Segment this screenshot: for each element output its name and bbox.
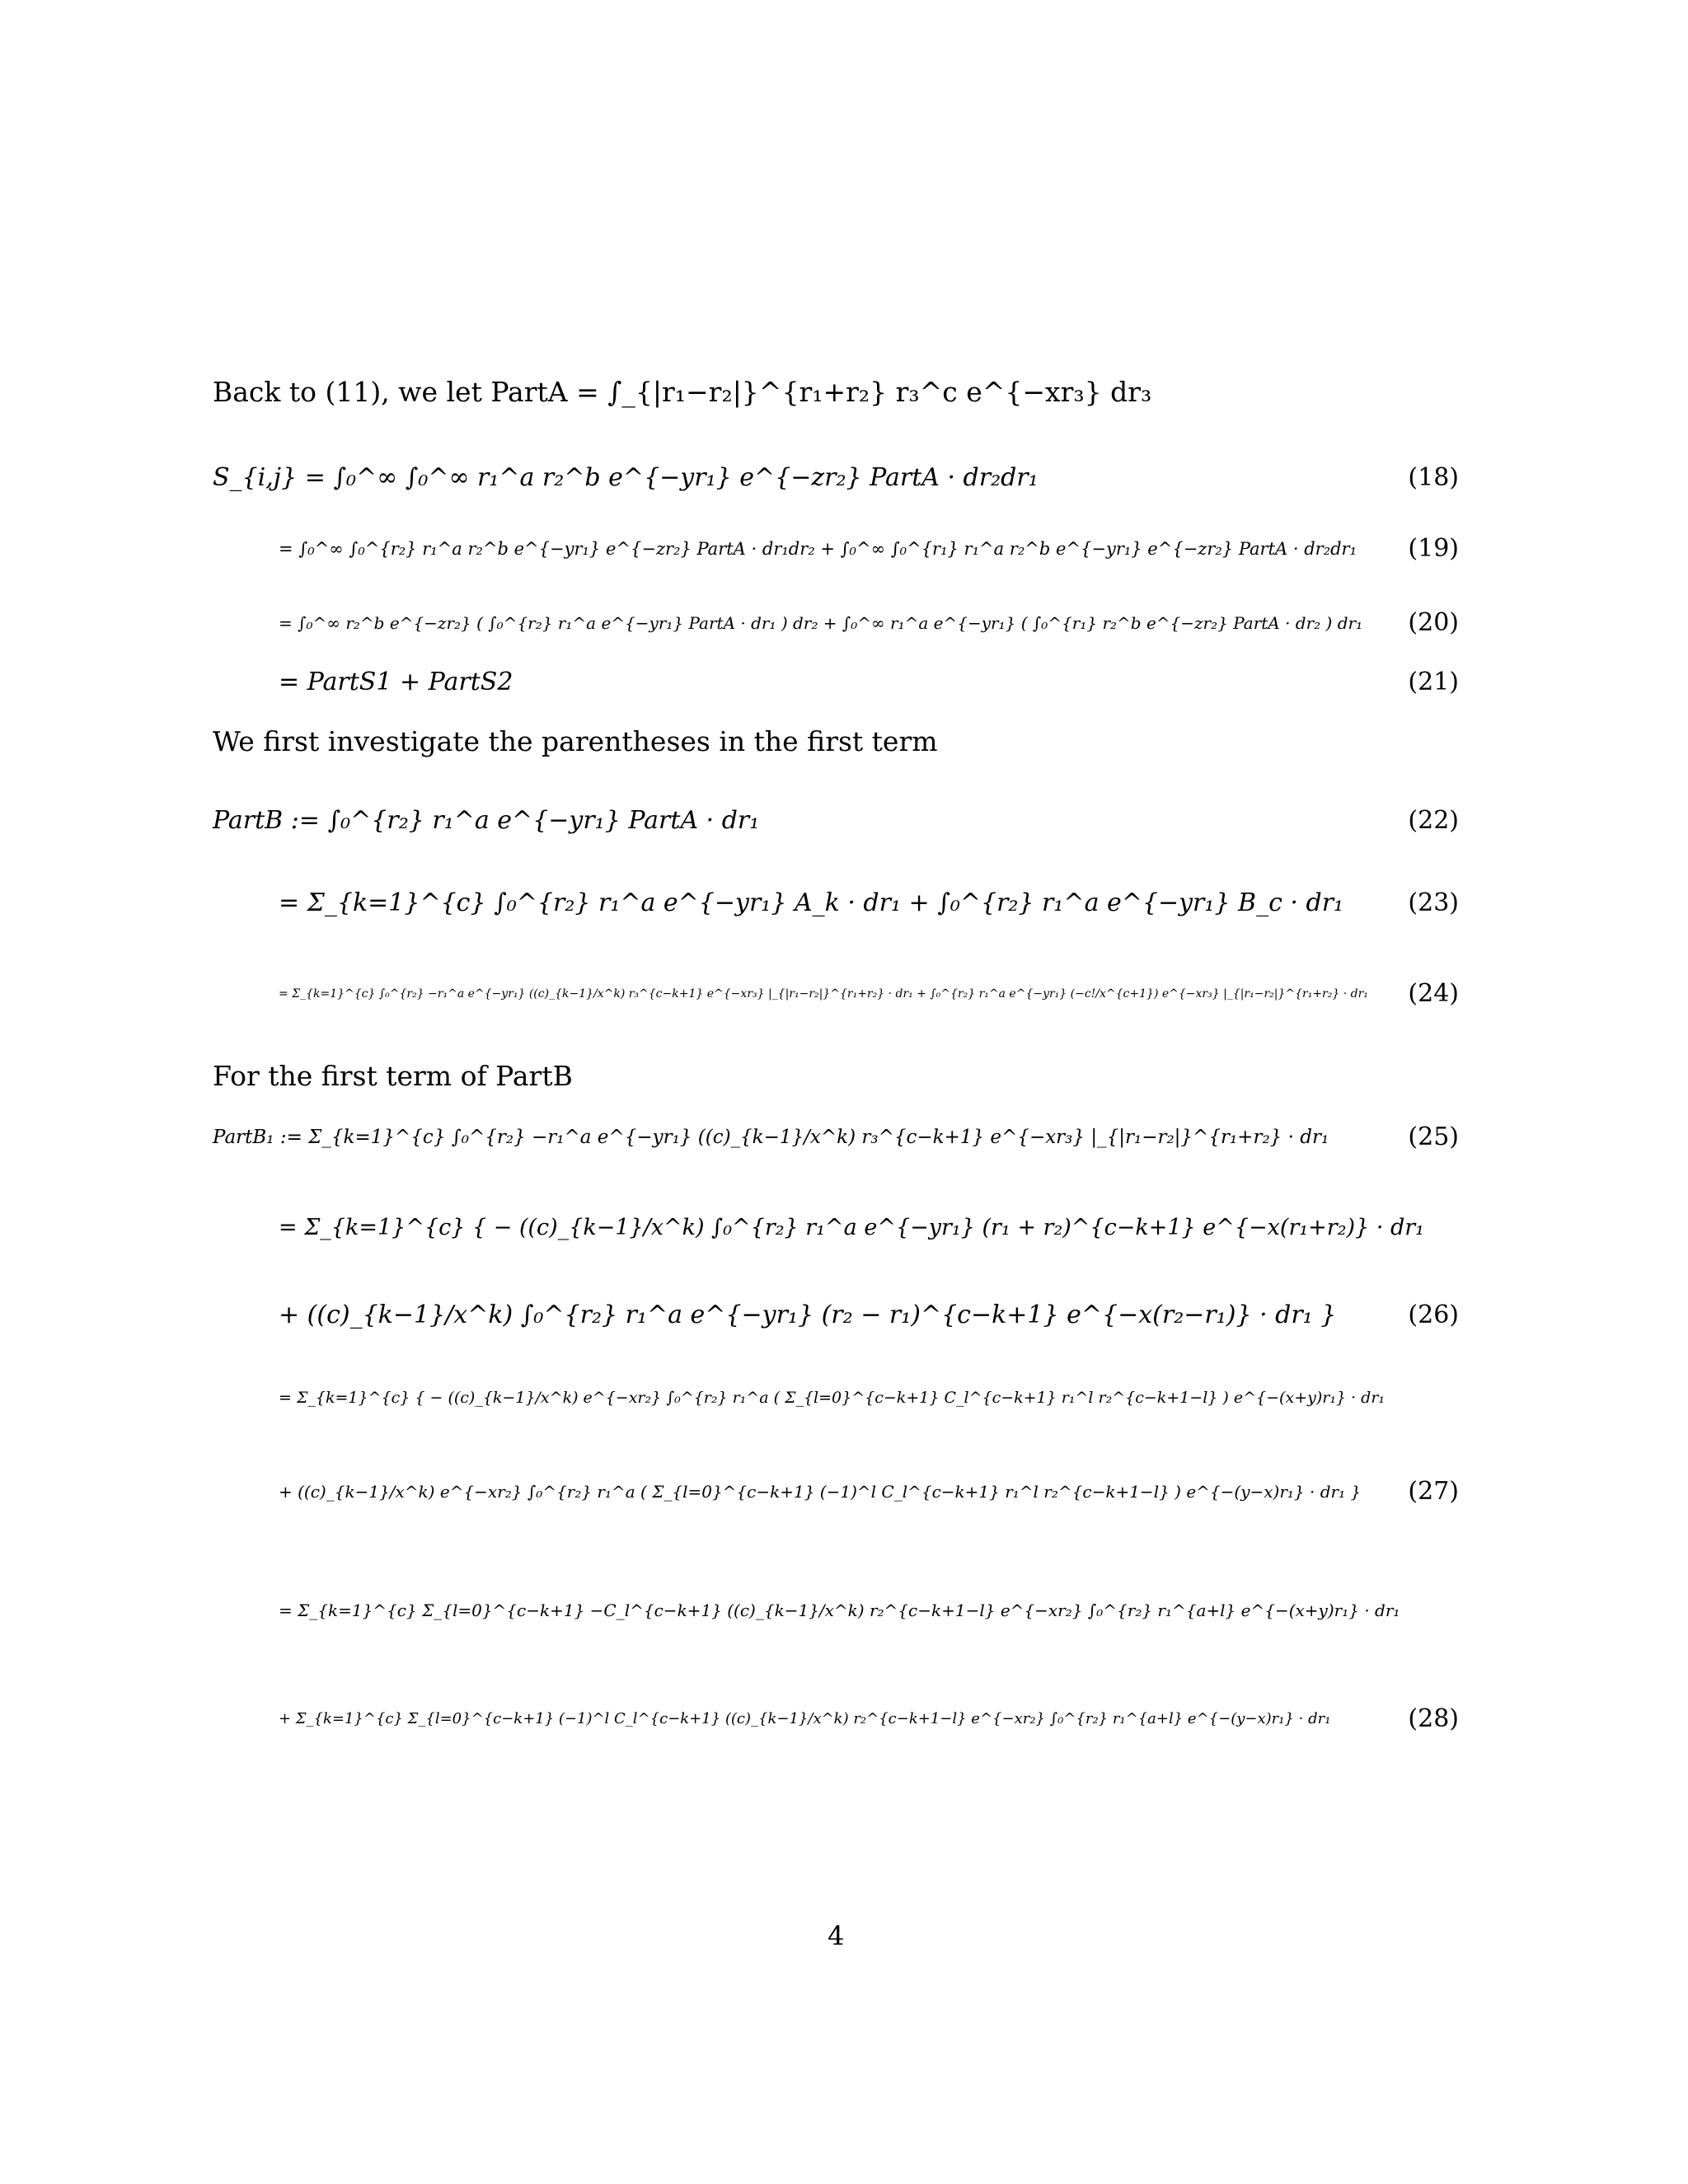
equation-number: (23) xyxy=(1408,888,1459,917)
equation-number: (25) xyxy=(1408,1122,1459,1151)
equation-number: (27) xyxy=(1408,1477,1459,1506)
equation-number: (19) xyxy=(1408,534,1459,563)
middle-paragraph: We first investigate the parentheses in the first term xyxy=(213,725,938,757)
equation-expression: PartB₁ := Σ_{k=1}^{c} ∫₀^{r₂} −r₁^a e^{−yr₁} ((c)_{k−1}/x^k) r₃^{c−k+1} e^{−xr₃} |_{|r₁−r₂|}^{r₁+r₂} · dr₁ xyxy=(213,1127,1329,1148)
equation-number: (24) xyxy=(1408,979,1459,1008)
equation-number: (20) xyxy=(1408,608,1459,637)
equation-expression: + ((c)_{k−1}/x^k) ∫₀^{r₂} r₁^a e^{−yr₁} (r₂ − r₁)^{c−k+1} e^{−x(r₂−r₁)} · dr₁ } xyxy=(279,1301,1337,1329)
equation-expression: = ∫₀^∞ ∫₀^{r₂} r₁^a r₂^b e^{−yr₁} e^{−zr₂} PartA · dr₁dr₂ + ∫₀^∞ ∫₀^{r₁} r₁^a r₂^b e^{−yr₁} e^{−zr₂} PartA · dr₂dr₁ xyxy=(279,539,1357,559)
equation-expression: = PartS1 + PartS2 xyxy=(279,668,513,696)
equation-expression: + Σ_{k=1}^{c} Σ_{l=0}^{c−k+1} (−1)^l C_l^{c−k+1} ((c)_{k−1}/x^k) r₂^{c−k+1−l} e^{−xr₂} ∫₀^{r₂} r₁^{a+l} e^{−(y−x)r₁} · dr₁ xyxy=(279,1710,1331,1727)
equation-expression: S_{i,j} = ∫₀^∞ ∫₀^∞ r₁^a r₂^b e^{−yr₁} e^{−zr₂} PartA · dr₂dr₁ xyxy=(213,463,1039,492)
first-term-paragraph: For the first term of PartB xyxy=(213,1060,573,1092)
intro-paragraph: Back to (11), we let PartA = ∫_{|r₁−r₂|}^{r₁+r₂} r₃^c e^{−xr₃} dr₃ xyxy=(213,376,1152,408)
equation-expression: = Σ_{k=1}^{c} ∫₀^{r₂} r₁^a e^{−yr₁} A_k · dr₁ + ∫₀^{r₂} r₁^a e^{−yr₁} B_c · dr₁ xyxy=(279,888,1344,917)
equation-number: (22) xyxy=(1408,806,1459,835)
equation-number: (28) xyxy=(1408,1704,1459,1733)
equation-expression: = Σ_{k=1}^{c} ∫₀^{r₂} −r₁^a e^{−yr₁} ((c)_{k−1}/x^k) r₃^{c−k+1} e^{−xr₃} |_{|r₁−r₂|}^{r₁+r₂} · dr₁ + ∫₀^{r₂} r₁^a e^{−yr₁} (−c!/x^{c+1}) e^{−xr₃} |_{|r₁−r₂|}^{r₁+r₂} · dr₁ xyxy=(279,987,1368,1001)
equation-expression: = Σ_{k=1}^{c} { − ((c)_{k−1}/x^k) ∫₀^{r₂} r₁^a e^{−yr₁} (r₁ + r₂)^{c−k+1} e^{−x(r₁+r₂)} · dr₁ xyxy=(279,1215,1424,1240)
equation-expression: = ∫₀^∞ r₂^b e^{−zr₂} ( ∫₀^{r₂} r₁^a e^{−yr₁} PartA · dr₁ ) dr₂ + ∫₀^∞ r₁^a e^{−yr₁} ( ∫₀^{r₁} r₂^b e^{−zr₂} PartA · dr₂ ) dr₁ xyxy=(279,613,1363,633)
page-number: 4 xyxy=(828,1920,845,1952)
equation-number: (26) xyxy=(1408,1301,1459,1329)
equation-expression: = Σ_{k=1}^{c} { − ((c)_{k−1}/x^k) e^{−xr₂} ∫₀^{r₂} r₁^a ( Σ_{l=0}^{c−k+1} C_l^{c−k+1} r₁^l r₂^{c−k+1−l} ) e^{−(x+y)r₁} · dr₁ xyxy=(279,1389,1386,1407)
equation-number: (18) xyxy=(1408,463,1459,492)
equation-expression: + ((c)_{k−1}/x^k) e^{−xr₂} ∫₀^{r₂} r₁^a ( Σ_{l=0}^{c−k+1} (−1)^l C_l^{c−k+1} r₁^l r₂^{c−k+1−l} ) e^{−(y−x)r₁} · dr₁ } xyxy=(279,1482,1362,1502)
equation-expression: = Σ_{k=1}^{c} Σ_{l=0}^{c−k+1} −C_l^{c−k+1} ((c)_{k−1}/x^k) r₂^{c−k+1−l} e^{−xr₂} ∫₀^{r₂} r₁^{a+l} e^{−(x+y)r₁} · dr₁ xyxy=(279,1601,1400,1620)
equation-number: (21) xyxy=(1408,668,1459,696)
equation-expression: PartB := ∫₀^{r₂} r₁^a e^{−yr₁} PartA · dr₁ xyxy=(213,806,760,835)
